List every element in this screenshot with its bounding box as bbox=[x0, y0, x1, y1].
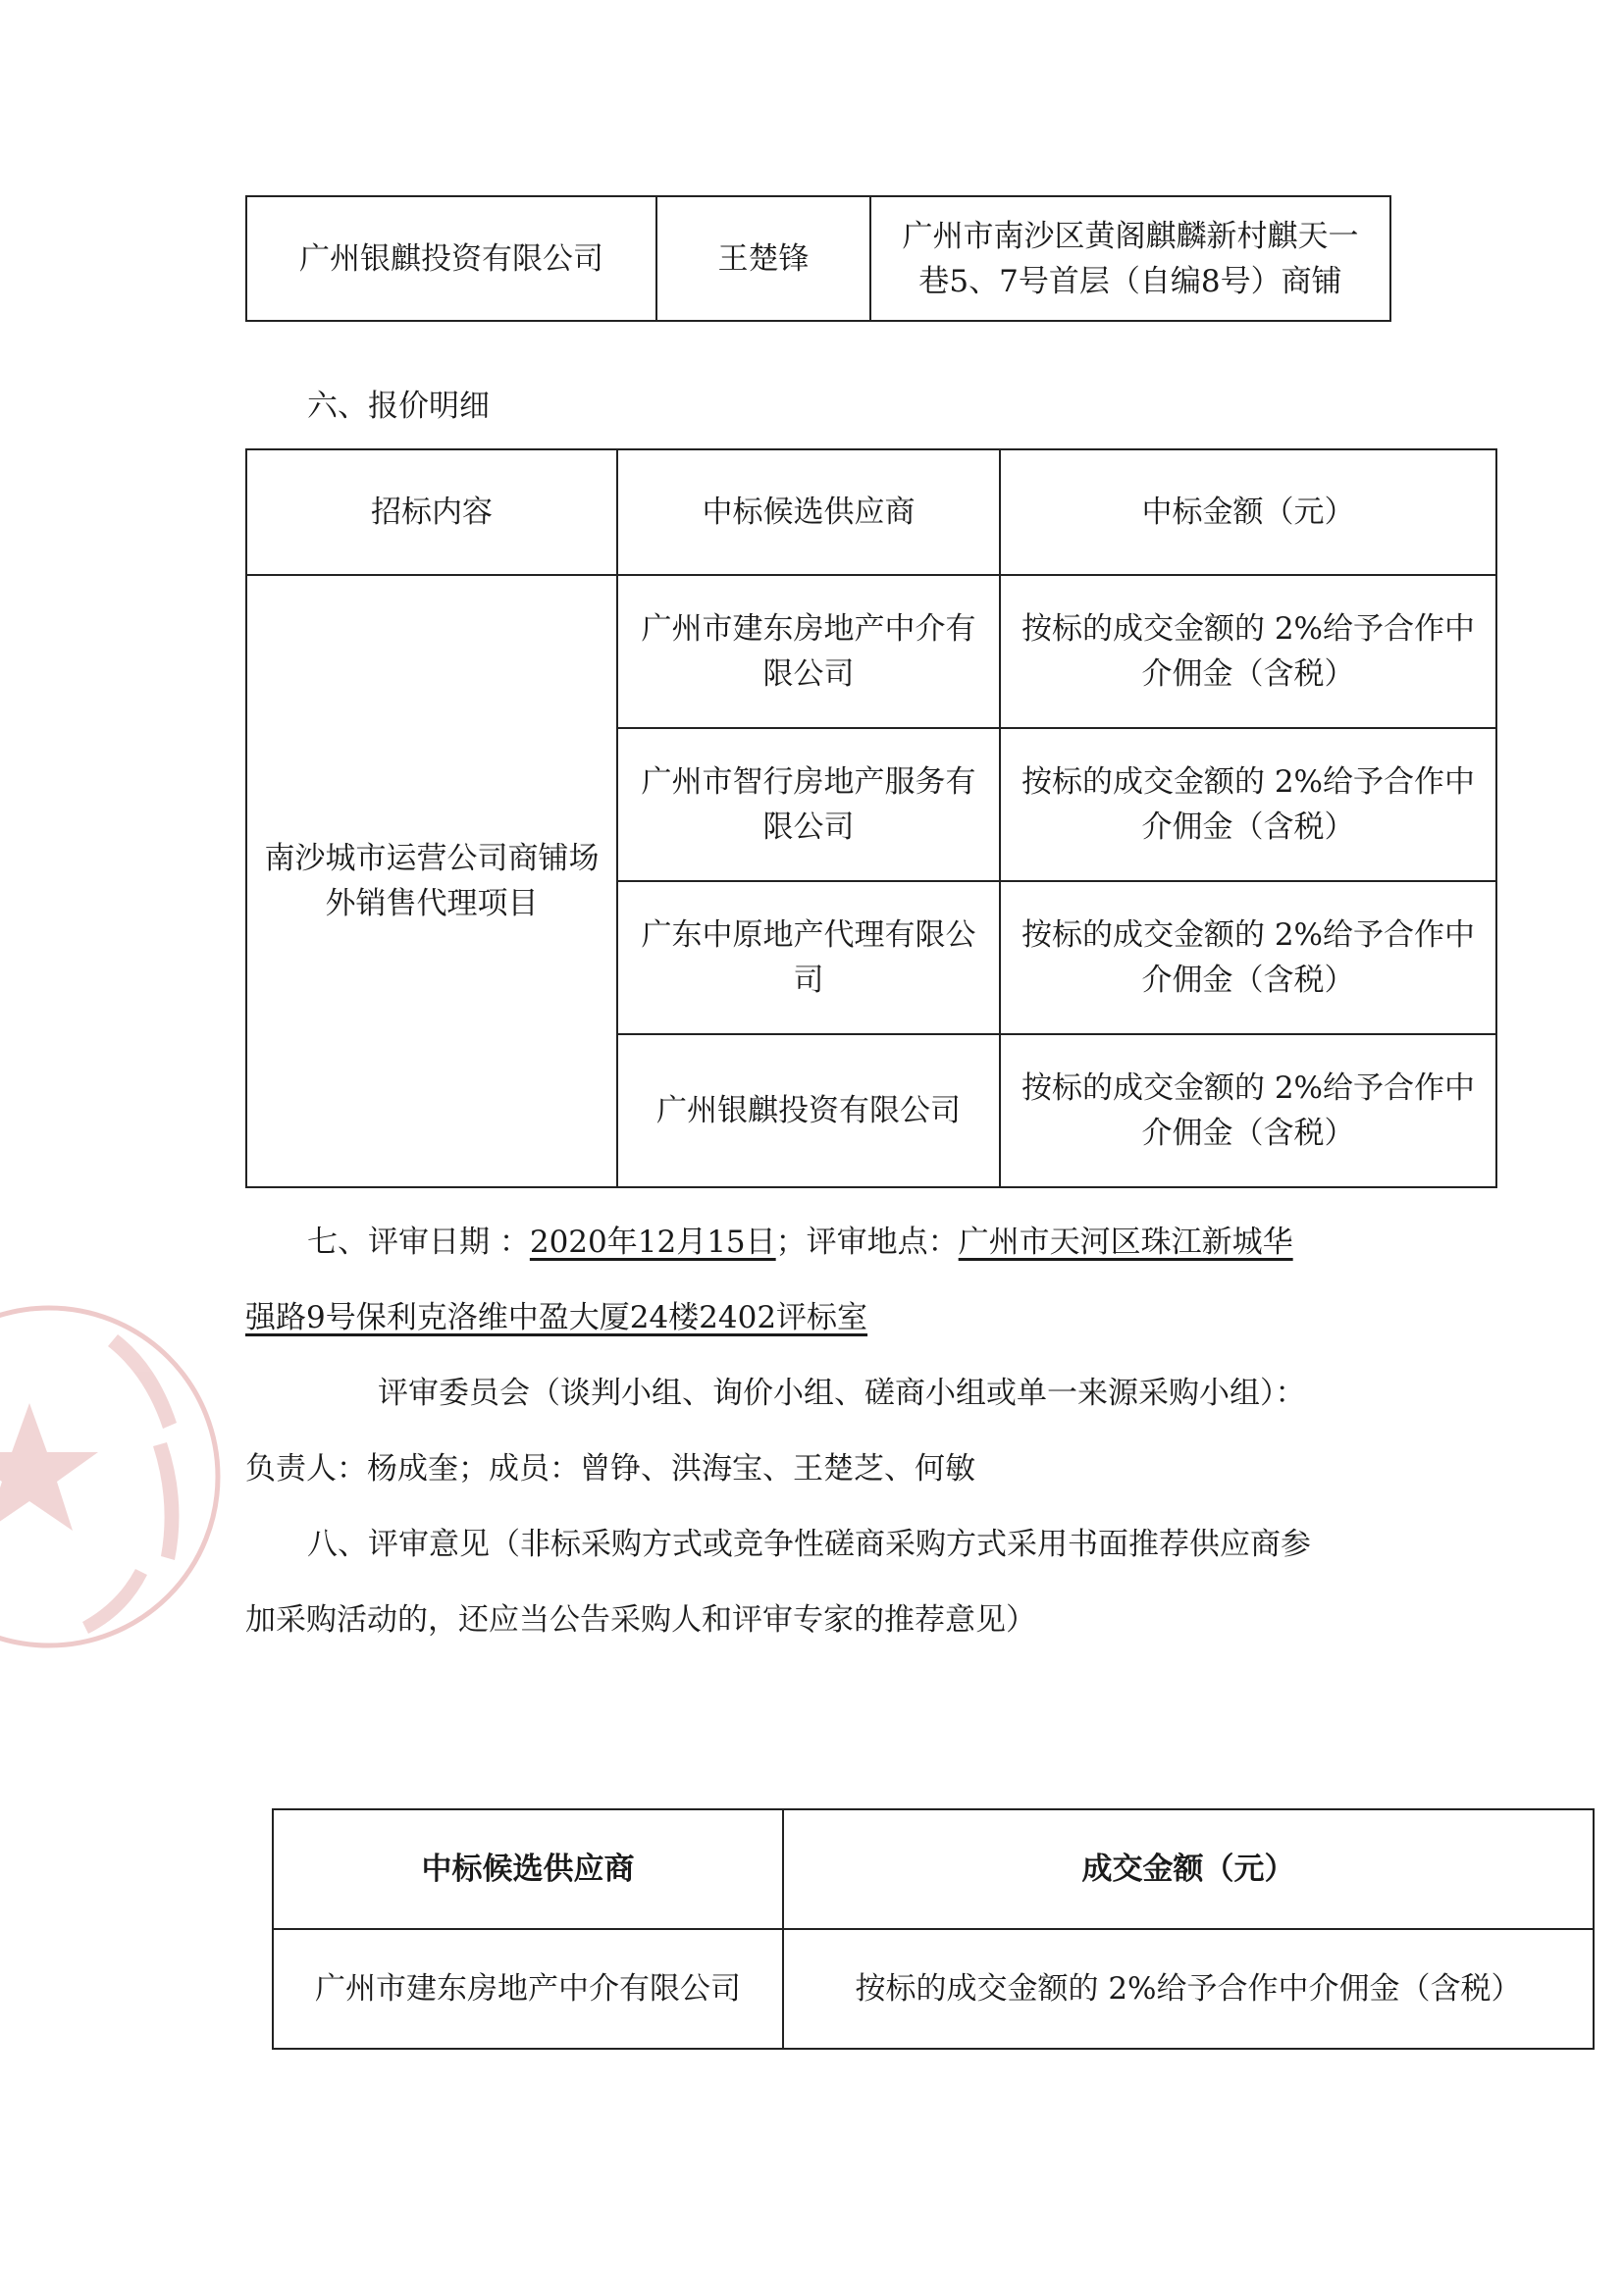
header-amount: 成交金额（元） bbox=[783, 1809, 1594, 1929]
supplier-cell: 广州市智行房地产服务有 限公司 bbox=[617, 728, 1000, 881]
quote-detail-table bbox=[245, 448, 1497, 1188]
supplier-cell: 广州市建东房地产中介有限公司 bbox=[273, 1929, 783, 2049]
table-row bbox=[246, 196, 1390, 321]
review-place: 广州市天河区珠江新城华 bbox=[958, 1225, 1293, 1260]
supplier-cell: 广州银麒投资有限公司 bbox=[617, 1034, 1000, 1187]
header-supplier: 中标候选供应商 bbox=[273, 1809, 783, 1929]
members-line: 负责人：杨成奎；成员：曾铮、洪海宝、王楚芝、何敏 bbox=[245, 1451, 975, 1487]
company-cell: 广州银麒投资有限公司 bbox=[246, 196, 656, 321]
section6-heading: 六、报价明细 bbox=[307, 389, 490, 424]
supplier-contact-table bbox=[245, 195, 1391, 322]
table-row bbox=[246, 575, 1496, 728]
amount-cell: 按标的成交金额的 2%给予合作中介佣金（含税） bbox=[783, 1929, 1594, 2049]
table-header-row bbox=[246, 449, 1496, 575]
header-supplier: 中标候选供应商 bbox=[617, 449, 1000, 575]
header-content: 招标内容 bbox=[246, 449, 617, 575]
amount-cell: 按标的成交金额的 2%给予合作中 介佣金（含税） bbox=[1000, 1034, 1496, 1187]
supplier-cell: 广州市建东房地产中介有 限公司 bbox=[617, 575, 1000, 728]
official-seal-stamp bbox=[0, 1295, 245, 1658]
review-date: 2020年12月15日 bbox=[529, 1225, 776, 1260]
table-header-row bbox=[273, 1809, 1594, 1929]
header-amount: 中标金额（元） bbox=[1000, 449, 1496, 575]
seal-star-icon bbox=[0, 1403, 98, 1531]
amount-cell: 按标的成交金额的 2%给予合作中 介佣金（含税） bbox=[1000, 881, 1496, 1034]
supplier-cell: 广东中原地产代理有限公 司 bbox=[617, 881, 1000, 1034]
contact-cell: 王楚锋 bbox=[656, 196, 870, 321]
amount-cell: 按标的成交金额的 2%给予合作中 介佣金（含税） bbox=[1000, 575, 1496, 728]
section7-date-line: 七、评审日期 ：2020年12月15日；评审地点：广州市天河区珠江新城华 bbox=[307, 1225, 1293, 1260]
committee-line: 评审委员会（谈判小组、询价小组、磋商小组或单一来源采购小组）： bbox=[378, 1376, 1306, 1411]
section8-line2: 加采购活动的，还应当公告采购人和评审专家的推荐意见） bbox=[245, 1602, 1036, 1638]
address-cell: 广州市南沙区黄阁麒麟新村麒天一 巷5、7号首层（自编8号）商铺 bbox=[870, 196, 1390, 321]
review-place-continued: 强路9号保利克洛维中盈大厦24楼2402评标室 bbox=[245, 1300, 868, 1335]
winning-bid-table bbox=[272, 1808, 1595, 2050]
project-cell: 南沙城市运营公司商铺场 外销售代理项目 bbox=[246, 575, 617, 1187]
table-row bbox=[273, 1929, 1594, 2049]
amount-cell: 按标的成交金额的 2%给予合作中 介佣金（含税） bbox=[1000, 728, 1496, 881]
section8-line1: 八、评审意见（非标采购方式或竞争性磋商采购方式采用书面推荐供应商参 bbox=[307, 1527, 1311, 1562]
